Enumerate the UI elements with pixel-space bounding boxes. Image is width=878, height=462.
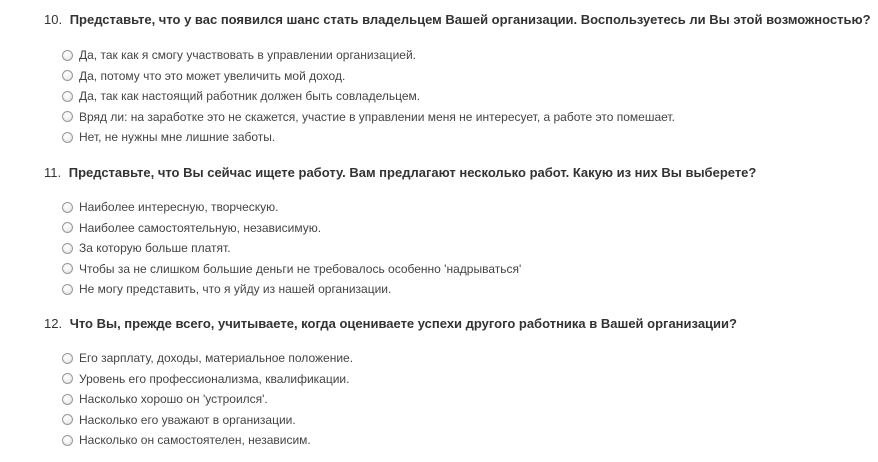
option-label: Наиболее самостоятельную, независимую. <box>79 220 322 235</box>
answer-option[interactable] <box>62 259 521 280</box>
radio-button[interactable] <box>62 373 73 384</box>
option-label: Насколько хорошо он 'устроился'. <box>79 392 268 407</box>
answer-options <box>62 197 521 300</box>
question-title <box>44 165 756 181</box>
answer-option[interactable] <box>62 238 521 259</box>
answer-option[interactable] <box>62 369 353 390</box>
answer-option[interactable] <box>62 348 353 369</box>
option-label: Насколько его уважают в организации. <box>79 412 296 427</box>
option-label: Наиболее интересную, творческую. <box>79 200 279 215</box>
answer-option[interactable] <box>62 389 353 410</box>
radio-button[interactable] <box>62 394 73 405</box>
radio-button[interactable] <box>62 284 73 295</box>
radio-button[interactable] <box>62 414 73 425</box>
answer-option[interactable] <box>62 218 521 239</box>
option-label: За которую больше платят. <box>79 241 231 256</box>
radio-button[interactable] <box>62 222 73 233</box>
answer-option[interactable] <box>62 410 353 431</box>
answer-option[interactable] <box>62 107 675 128</box>
radio-button[interactable] <box>62 91 73 102</box>
answer-option[interactable] <box>62 430 353 451</box>
question-text: Представьте, что у вас появился шанс стать владельцем Вашей организации. Воспользуетесь ли Вы этой возможностью? <box>69 12 871 27</box>
option-label: Уровень его профессионализма, квалификации. <box>79 371 350 386</box>
radio-button[interactable] <box>62 132 73 143</box>
option-label: Да, потому что это может увеличить мой доход. <box>79 68 346 83</box>
question-number: 12. <box>44 316 63 331</box>
option-label: Насколько он самостоятелен, независим. <box>79 433 311 448</box>
radio-button[interactable] <box>62 70 73 81</box>
radio-button[interactable] <box>62 202 73 213</box>
answer-options <box>62 45 675 148</box>
radio-button[interactable] <box>62 50 73 61</box>
option-label: Чтобы за не слишком большие деньги не требовалось особенно 'надрываться' <box>79 261 522 276</box>
question-title <box>44 316 737 332</box>
radio-button[interactable] <box>62 111 73 122</box>
radio-button[interactable] <box>62 353 73 364</box>
radio-button[interactable] <box>62 263 73 274</box>
question-text: Представьте, что Вы сейчас ищете работу. Вам предлагают несколько работ. Какую из них Вы выберете? <box>68 165 757 180</box>
answer-option[interactable] <box>62 86 675 107</box>
question-text: Что Вы, прежде всего, учитываете, когда оцениваете успехи другого работника в Вашей организации? <box>69 316 737 331</box>
answer-option[interactable] <box>62 197 521 218</box>
option-label: Да, так как настоящий работник должен быть совладельцем. <box>79 89 421 104</box>
option-label: Да, так как я смогу участвовать в управлении организацией. <box>79 48 417 63</box>
option-label: Нет, не нужны мне лишние заботы. <box>79 130 276 145</box>
option-label: Его зарплату, доходы, материальное положение. <box>79 351 354 366</box>
radio-button[interactable] <box>62 243 73 254</box>
option-label: Вряд ли: на заработке это не скажется, участие в управлении меня не интересует, а работе это помешает. <box>79 109 675 124</box>
question-number: 11. <box>44 165 62 180</box>
answer-option[interactable] <box>62 279 521 300</box>
answer-option[interactable] <box>62 45 675 66</box>
answer-option[interactable] <box>62 127 675 148</box>
question-title <box>44 12 871 28</box>
radio-button[interactable] <box>62 435 73 446</box>
answer-option[interactable] <box>62 66 675 87</box>
answer-options <box>62 348 353 451</box>
option-label: Не могу представить, что я уйду из нашей организации. <box>79 282 392 297</box>
question-number: 10. <box>44 12 63 27</box>
